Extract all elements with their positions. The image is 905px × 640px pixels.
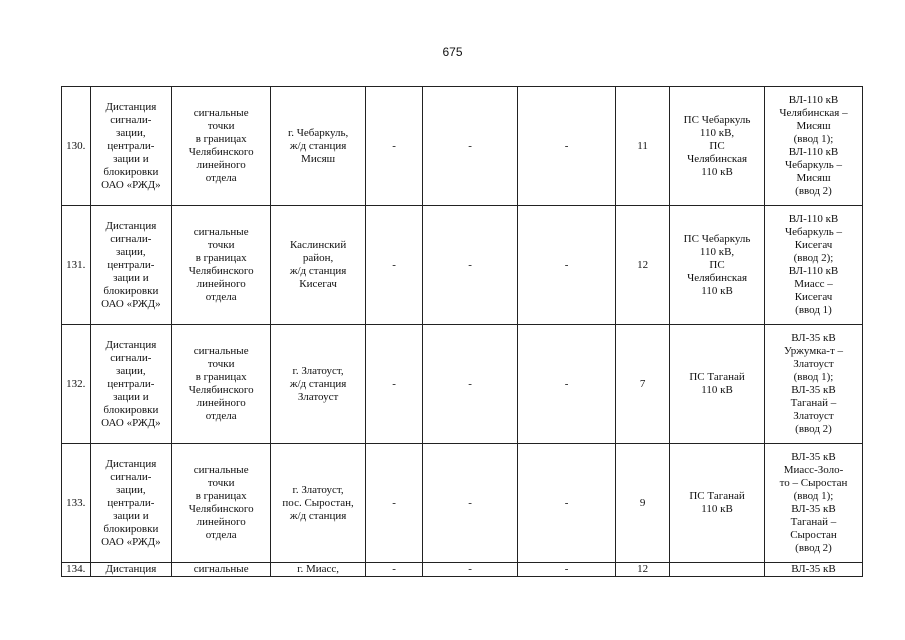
cell-line: Челябинского [188,146,254,158]
dash-cell: - [366,444,423,563]
substation-cell [670,444,765,563]
cell-line: (ввод 1); [793,371,834,383]
cell-line: ВЛ-35 кВ [791,503,836,515]
object-cell [172,206,271,325]
cell-line: зации, [116,126,146,139]
cell-line: в границах [195,371,247,383]
cell-line: отдела [205,529,237,541]
dash-cell: - [423,87,518,206]
object-cell [172,87,271,206]
cell-line: ж/д станция [289,377,347,390]
cell-line: (ввод 1); [793,490,834,502]
cell-line: Мисяш [796,120,831,132]
cell-line: сигнали- [110,470,152,483]
power-line-cell [765,87,863,206]
cell-line: г. Миасс, [297,563,340,575]
location-cell [271,87,366,206]
cell-line: централи- [107,496,155,509]
cell-line: Челябинская [687,152,748,165]
cell-line: то – Сыростан [779,477,848,489]
dash-cell: - [518,87,616,206]
cell-line: точки [207,120,235,132]
cell-line: ВЛ-35 кВ [791,384,836,396]
organization-cell [90,325,172,444]
cell-line: сигнальные [193,226,249,238]
cell-line: Дистанция [105,338,157,351]
cell-line: сигнальные [193,563,249,575]
cell-line: 110 кВ [701,284,733,297]
cell-line: точки [207,239,235,251]
cell-line: Челябинская – [779,107,848,119]
cell-line: линейного [196,516,246,528]
cell-line: Уржумка-т – [783,345,844,357]
cell-line: Кисегач [299,278,337,290]
dash-cell: - [366,87,423,206]
cell-line: централи- [107,258,155,271]
dash-cell: - [423,325,518,444]
cell-line: ОАО «РЖД» [101,178,161,191]
cell-line: Челябинского [188,265,254,277]
row-number-cell: 134. [62,563,91,577]
cell-line: Челябинского [188,384,254,396]
dash-cell: - [518,325,616,444]
cell-line: сигнали- [110,232,152,245]
cell-line: точки [207,358,235,370]
cell-line: ВЛ-35 кВ [791,563,836,575]
cell-line: 110 кВ [701,165,733,178]
cell-line: отдела [205,410,237,422]
count-cell: 11 [616,87,670,206]
table-row [62,444,863,563]
count-cell: 7 [616,325,670,444]
cell-line: 110 кВ [701,384,733,396]
cell-line: ВЛ-35 кВ [791,332,836,344]
organization-cell [90,206,172,325]
cell-line: Челябинского [188,503,254,515]
substation-cell [670,563,765,577]
dash-cell: - [518,206,616,325]
dash-cell: - [366,325,423,444]
cell-line: точки [207,477,235,489]
cell-line: линейного [196,159,246,171]
cell-line: Сыростан [790,529,837,541]
power-line-cell [765,325,863,444]
cell-line: Дистанция [105,563,157,575]
cell-line: ОАО «РЖД» [101,535,161,548]
cell-line: блокировки [103,522,159,535]
organization-cell [90,444,172,563]
organization-cell [90,87,172,206]
cell-line: Миасс-Золо- [783,464,844,476]
cell-line: Златоуст [793,410,834,422]
cell-line: зации, [116,245,146,258]
cell-line: ПС Чебаркуль [683,113,751,126]
dash-cell: - [518,563,616,577]
organization-cell [90,563,172,577]
cell-line: Миасс – [794,278,833,290]
cell-line: блокировки [103,284,159,297]
row-number-cell: 132. [62,325,91,444]
cell-line: ПС Таганай [689,371,745,383]
cell-line: г. Чебаркуль, [287,126,349,139]
substation-cell [670,325,765,444]
object-cell [172,325,271,444]
cell-line: блокировки [103,165,159,178]
count-cell: 12 [616,563,670,577]
dash-cell: - [366,206,423,325]
cell-line: ВЛ-110 кВ [788,94,839,106]
cell-line: г. Златоуст, [292,483,344,496]
cell-line: ВЛ-35 кВ [791,451,836,463]
data-table [61,86,863,577]
cell-line: (ввод 2) [795,542,832,554]
cell-line: Таганай – [790,516,837,528]
cell-line: 110 кВ, [699,245,735,258]
row-number-cell: 133. [62,444,91,563]
page-number: 675 [442,45,463,59]
cell-line: Таганай – [790,397,837,409]
cell-line: Златоуст [297,390,339,403]
cell-line: зации и [113,390,149,403]
cell-line: 110 кВ [701,503,733,515]
substation-cell [670,87,765,206]
row-number-cell: 130. [62,87,91,206]
cell-line: Мисяш [301,152,336,165]
cell-line: Дистанция [105,457,157,470]
cell-line: (ввод 2) [795,423,832,435]
cell-line: зации и [113,509,149,522]
location-cell [271,325,366,444]
cell-line: ПС Таганай [689,490,745,502]
cell-line: пос. Сыростан, [282,496,354,509]
table-body [62,87,863,577]
cell-line: отдела [205,291,237,303]
row-number-cell: 131. [62,206,91,325]
cell-line: зации и [113,152,149,165]
table-row [62,206,863,325]
cell-line: сигнальные [193,464,249,476]
cell-line: (ввод 2) [795,185,832,197]
dash-cell: - [366,563,423,577]
cell-line: сигнали- [110,351,152,364]
cell-line: ВЛ-110 кВ [788,265,839,277]
dash-cell: - [423,444,518,563]
dash-cell: - [518,444,616,563]
cell-line: зации, [116,483,146,496]
location-cell [271,563,366,577]
cell-line: зации и [113,271,149,284]
cell-line: ж/д станция [289,139,347,152]
cell-line: ВЛ-110 кВ [788,213,839,225]
dash-cell: - [423,563,518,577]
object-cell [172,444,271,563]
cell-line: (ввод 2); [793,252,834,264]
cell-line: Чебаркуль – [785,159,842,171]
table-row [62,563,863,577]
cell-line: отдела [205,172,237,184]
count-cell: 9 [616,444,670,563]
cell-line: Кисегач [794,291,833,303]
cell-line: в границах [195,133,247,145]
object-cell [172,563,271,577]
cell-line: Чебаркуль – [785,226,842,238]
cell-line: Челябинская [687,271,748,284]
count-cell: 12 [616,206,670,325]
dash-cell: - [423,206,518,325]
cell-line: ВЛ-110 кВ [788,146,839,158]
cell-line: г. Златоуст, [292,364,344,377]
cell-line: зации, [116,364,146,377]
table-row [62,87,863,206]
cell-line: сигнальные [193,345,249,357]
cell-line: Дистанция [105,100,157,113]
cell-line: (ввод 1); [793,133,834,145]
cell-line: Каслинский [289,239,347,251]
cell-line: в границах [195,252,247,264]
cell-line: блокировки [103,403,159,416]
cell-line: Златоуст [793,358,834,370]
power-line-cell [765,563,863,577]
substation-cell [670,206,765,325]
cell-line: в границах [195,490,247,502]
cell-line: ж/д станция [289,265,347,277]
cell-line: ОАО «РЖД» [101,297,161,310]
power-line-cell [765,444,863,563]
cell-line: линейного [196,278,246,290]
cell-line: сигнальные [193,107,249,119]
cell-line: ПС [709,139,725,152]
cell-line: ж/д станция [289,509,347,522]
table-row [62,325,863,444]
cell-line: ПС Чебаркуль [683,232,751,245]
cell-line: Мисяш [796,172,831,184]
location-cell [271,444,366,563]
cell-line: Кисегач [794,239,833,251]
cell-line: централи- [107,377,155,390]
cell-line: район, [302,252,334,264]
cell-line: Дистанция [105,219,157,232]
cell-line: (ввод 1) [795,304,832,316]
power-line-cell [765,206,863,325]
cell-line: линейного [196,397,246,409]
cell-line: ОАО «РЖД» [101,416,161,429]
cell-line: централи- [107,139,155,152]
location-cell [271,206,366,325]
cell-line: 110 кВ, [699,126,735,139]
cell-line: сигнали- [110,113,152,126]
cell-line: ПС [709,258,725,271]
